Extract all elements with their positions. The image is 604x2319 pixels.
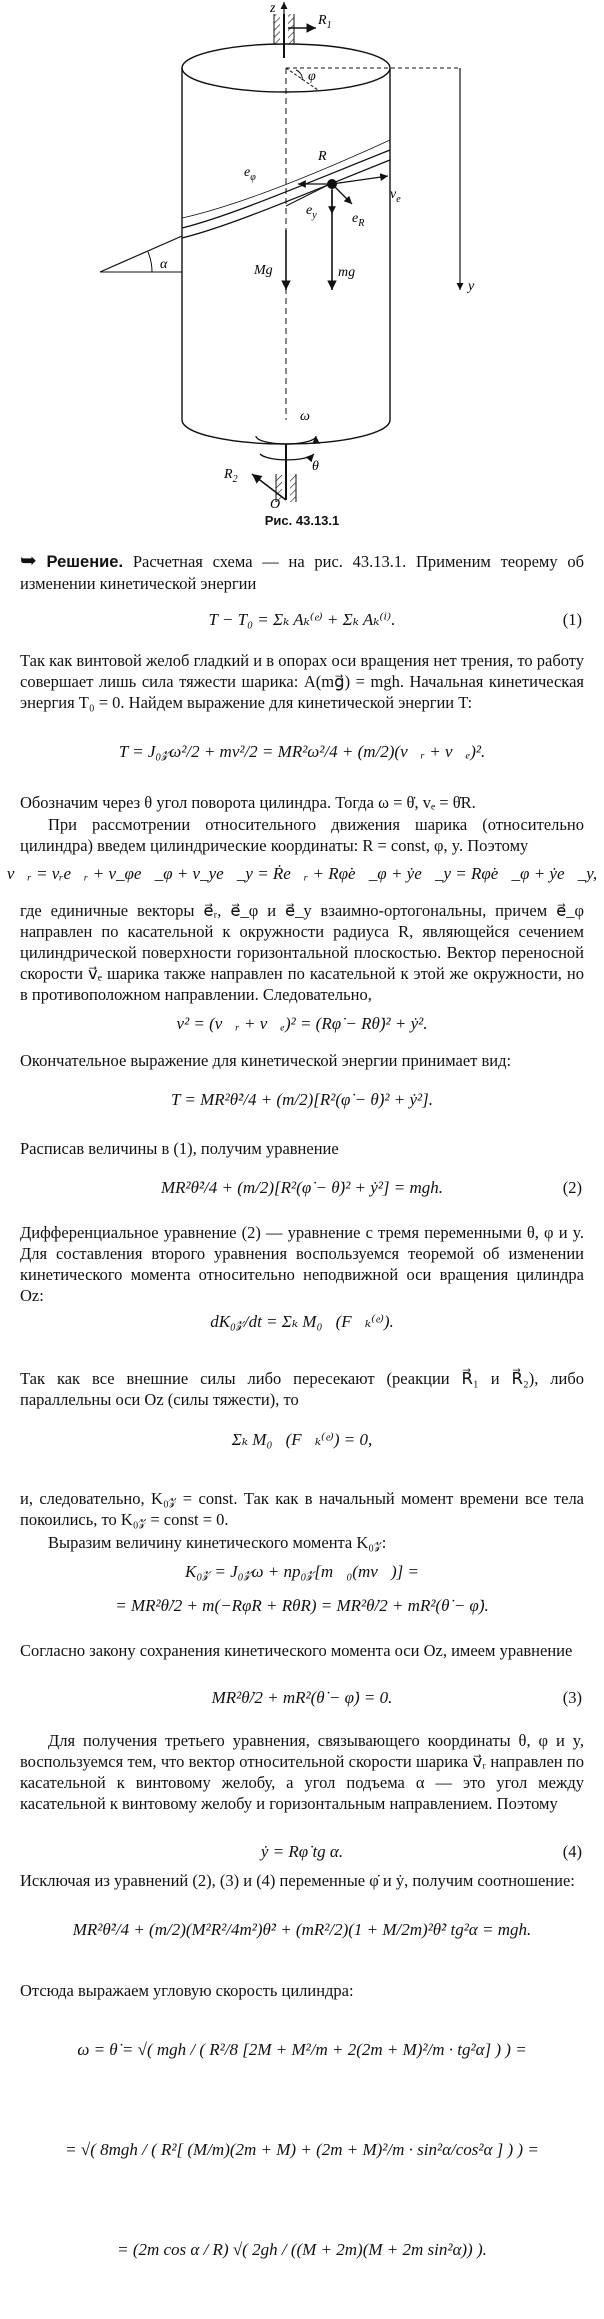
solution-intro: Расчетная схема — на рис. 43.13.1. Применим теорему об изменении кинетической энергии bbox=[20, 552, 585, 593]
equation-4: ẏ = Rφ̇ tg α. bbox=[260, 1842, 344, 1861]
paragraph-13: Для получения третьего уравнения, связывающего координаты θ, φ и y, воспользуемся тем, что вектор относительной скорости шарика v⃗ᵣ направлен по касательной к винтовому желобу, а угол подъема α — это угол между касательной к винтовому желобу и горизонтальным направлением. Поэтому bbox=[20, 1731, 584, 1813]
equation-sum-moments: Σₖ M₀𝓏(F⃗ₖ⁽ᵉ⁾) = 0, bbox=[231, 1430, 373, 1449]
equation-combined: MR²θ̇²/4 + (m/2)(M²R²/4m²)θ̇² + (mR²/2)(1 + M/2m)²θ̇² tg²α = mgh. bbox=[72, 1920, 532, 1939]
omega-arc bbox=[256, 436, 316, 444]
label-theta: θ bbox=[312, 459, 319, 474]
solution-paragraph-1 bbox=[20, 550, 584, 594]
lower-bearing bbox=[276, 444, 296, 502]
label-mg: mg bbox=[338, 265, 356, 280]
paragraph-3: Обозначим через θ угол поворота цилиндра. Тогда ω = θ̇, vₑ = θ̇R. bbox=[20, 793, 476, 812]
equation-kinetic-energy: T = J₀𝓏ω²/2 + mv²/2 = MR²ω²/4 + (m/2)(v⃗ᵣ + v⃗ₑ)². bbox=[118, 742, 486, 761]
equation-v-squared: v² = (v⃗ᵣ + v⃗ₑ)² = (Rφ̇ − Rθ̇)² + ẏ². bbox=[176, 1014, 428, 1033]
label-O: O bbox=[270, 497, 281, 512]
paragraph-12: Согласно закону сохранения кинетического момента оси Oz, имеем уравнение bbox=[20, 1641, 573, 1660]
label-y: y bbox=[468, 279, 475, 294]
label-v-e: $v_e$ bbox=[390, 187, 401, 205]
label-Mg: Mg bbox=[254, 263, 273, 278]
equation-3-number: (3) bbox=[562, 1688, 582, 1707]
equation-vr: v⃗ᵣ = vᵣe⃗ᵣ + v_φe⃗_φ + v_ye⃗_y = Ṙe⃗ᵣ + Rφ̇e⃗_φ + ẏe⃗_y = Rφ̇e⃗_φ + ẏe⃗_y, bbox=[6, 864, 598, 883]
label-e-phi: $e_\varphi$ bbox=[244, 165, 256, 183]
label-phi: φ bbox=[308, 69, 316, 84]
figure-caption: Рис. 43.13.1 bbox=[264, 513, 340, 528]
paragraph-15: Отсюда выражаем угловую скорость цилиндра: bbox=[20, 1981, 354, 2000]
paragraph-11: Выразим величину кинетического момента K₀𝓏: bbox=[48, 1533, 387, 1552]
paragraph-14: Исключая из уравнений (2), (3) и (4) переменные φ̇ и ẏ, получим соотношение: bbox=[20, 1871, 575, 1890]
label-z: z bbox=[270, 1, 276, 16]
equation-2-number: (2) bbox=[562, 1178, 582, 1197]
paragraph-5: где единичные векторы e⃗ᵣ, e⃗_φ и e⃗_y взаимно-ортогональны, причем e⃗_φ направлен по касательной к окружности радиуса R, являющейся сечением цилиндрической поверхности горизонтальной плоскостью. Вектор переносной скорости v⃗ₑ шарика также направлен по касательной к этой же окружности, но в противоположном направлении. Следовательно, bbox=[20, 901, 584, 1004]
equation-k2: = MR²θ̇/2 + m(−Rφ̇R + Rθ̇R) = MR²θ̇/2 + mR²(θ̇ − φ̇). bbox=[115, 1596, 489, 1615]
label-r2: $R_2$ bbox=[224, 467, 238, 485]
equation-1: T − T₀ = Σₖ Aₖ⁽ᵉ⁾ + Σₖ Aₖ⁽ⁱ⁾. bbox=[208, 610, 396, 629]
equation-omega-3: = (2m cos α / R) √( 2gh / ((M + 2m)(M + 2m sin²α)) ). bbox=[117, 2240, 487, 2259]
paragraph-4: При рассмотрении относительного движения шарика (относительно цилиндра) введем цилиндрические координаты: R = const, φ, y. Поэтому bbox=[20, 815, 584, 855]
label-e-y: $e_y$ bbox=[306, 203, 317, 221]
label-r1: $R_1$ bbox=[318, 13, 332, 31]
solution-heading: Решение. bbox=[46, 553, 124, 571]
paragraph-10: и, следовательно, K₀𝓏 = const. Так как в начальный момент времени все тела покоились, то K₀𝓏 = const = 0. bbox=[20, 1489, 584, 1529]
equation-t-final: T = MR²θ̇²/4 + (m/2)[R²(φ̇ − θ̇)² + ẏ²]. bbox=[171, 1090, 433, 1109]
equation-omega-2: = √( 8mgh / ( R²[ (M/m)(2m + M) + (2m + M)²/m · sin²α/cos²α ] ) ) = bbox=[65, 2140, 539, 2159]
equation-4-number: (4) bbox=[562, 1842, 582, 1861]
paragraph-2: Так как винтовой желоб гладкий и в опорах оси вращения нет трения, то работу совершает лишь сила тяжести шарика: A(mg⃗) = mgh. Начальная кинетическая энергия T₀ = 0. Найдем выражение для кинетической энергии T: bbox=[20, 651, 584, 712]
label-alpha: α bbox=[160, 257, 168, 272]
label-e-r: $e_R$ bbox=[352, 211, 365, 229]
equation-1-number: (1) bbox=[562, 610, 582, 629]
paragraph-7: Расписав величины в (1), получим уравнение bbox=[20, 1139, 339, 1158]
label-omega: ω bbox=[300, 409, 310, 424]
equation-dk: dK₀𝓏/dt = Σₖ M₀𝓏(F⃗ₖ⁽ᵉ⁾). bbox=[210, 1312, 394, 1331]
e-r-arrow bbox=[332, 184, 352, 204]
solution-marker: ➥ bbox=[20, 548, 37, 572]
label-R: R bbox=[318, 149, 327, 164]
equation-k1: K₀𝓏 = J₀𝓏ω + пр₀𝓏[m⃗₀(mv⃗)] = bbox=[184, 1562, 419, 1581]
equation-omega-1: ω = θ̇ = √( mgh / ( R²/8 [2M + M²/m + 2(2m + M)²/m · tg²α] ) ) = bbox=[77, 2040, 527, 2059]
mechanism-figure bbox=[0, 0, 604, 512]
paragraph-9: Так как все внешние силы либо пересекают (реакции R⃗₁ и R⃗₂), либо параллельны оси Oz (силы тяжести), то bbox=[20, 1369, 584, 1409]
equation-2: MR²θ̇²/4 + (m/2)[R²(φ̇ − θ̇)² + ẏ²] = mgh. bbox=[160, 1178, 444, 1197]
paragraph-6: Окончательное выражение для кинетической энергии принимает вид: bbox=[20, 1051, 512, 1070]
paragraph-8: Дифференциальное уравнение (2) — уравнение с тремя переменными θ, φ и y. Для составления второго уравнения воспользуемся теоремой об изменении кинетического момента относительно неподвижной оси вращения цилиндра Oz: bbox=[20, 1223, 584, 1305]
equation-3: MR²θ̇/2 + mR²(θ̇ − φ̇) = 0. bbox=[211, 1688, 393, 1707]
